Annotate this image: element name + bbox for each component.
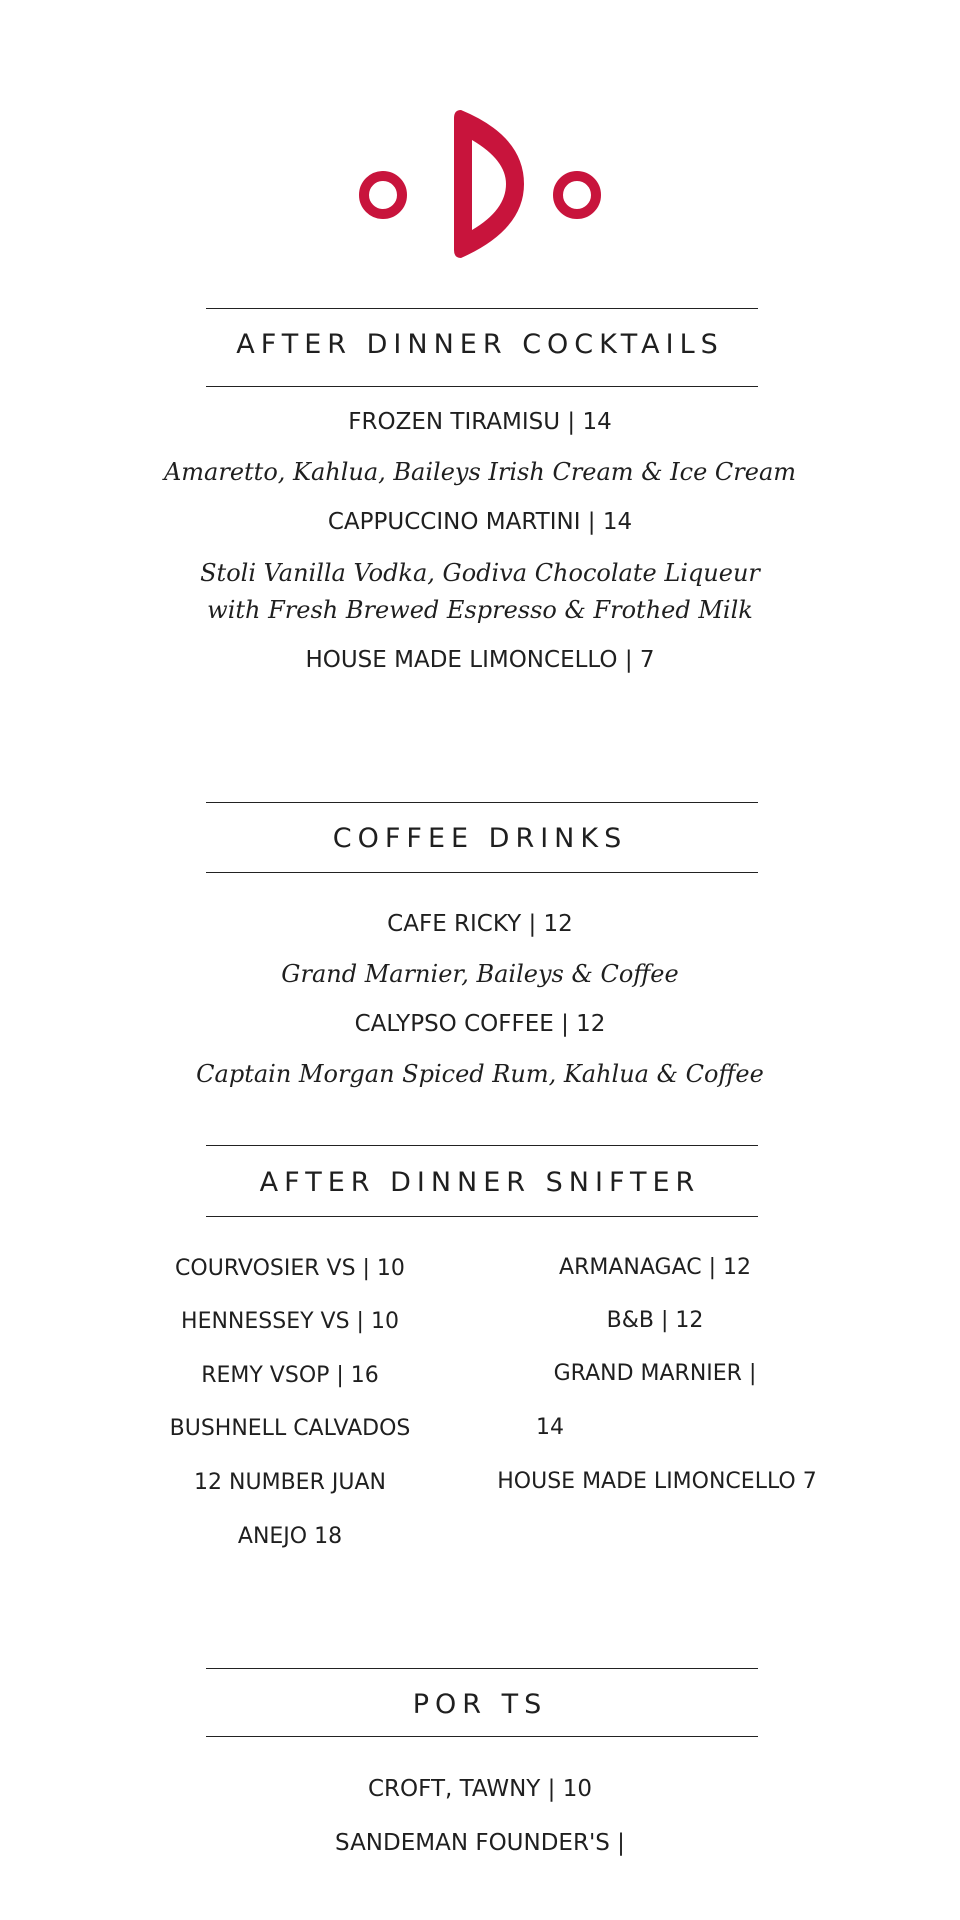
snifter-heading: AFTER DINNER SNIFTER — [259, 1167, 701, 1198]
cocktail-item-name: FROZEN TIRAMISU | 14 — [348, 409, 612, 435]
ports-bottom-rule — [206, 1736, 758, 1737]
coffee-item-name: CALYPSO COFFEE | 12 — [354, 1011, 606, 1037]
logo-right-circle — [558, 176, 596, 214]
snifter-top-rule — [206, 1145, 758, 1146]
coffee-bottom-rule — [206, 872, 758, 873]
ports-heading: POR TS — [412, 1689, 548, 1720]
coffee-item-desc: Captain Morgan Spiced Rum, Kahlua & Coffee — [196, 1060, 764, 1088]
snifter-left-item: 12 NUMBER JUAN — [194, 1470, 386, 1495]
snifter-left-item: BUSHNELL CALVADOS — [169, 1416, 411, 1441]
snifter-right-item: HOUSE MADE LIMONCELLO 7 — [497, 1469, 817, 1494]
ports-top-rule — [206, 1668, 758, 1669]
snifter-right-item: B&B | 12 — [606, 1308, 704, 1333]
snifter-right-item: ARMANAGAC | 12 — [559, 1255, 751, 1280]
snifter-left-item: REMY VSOP | 16 — [201, 1363, 379, 1388]
snifter-left-item: COURVOSIER VS | 10 — [175, 1256, 405, 1281]
port-item-name: CROFT, TAWNY | 10 — [367, 1776, 592, 1802]
cocktail-item-desc: Amaretto, Kahlua, Baileys Irish Cream & Ice Cream — [163, 458, 797, 486]
cocktails-heading: AFTER DINNER COCKTAILS — [236, 329, 724, 360]
odo-logo — [350, 100, 610, 270]
coffee-top-rule — [206, 802, 758, 803]
cocktail-item-name: HOUSE MADE LIMONCELLO | 7 — [305, 647, 655, 673]
snifter-left-item: HENNESSEY VS | 10 — [181, 1309, 399, 1334]
cocktails-top-rule — [206, 308, 758, 309]
logo-left-circle — [364, 176, 402, 214]
logo-d-letter — [454, 110, 524, 258]
snifter-bottom-rule — [206, 1216, 758, 1217]
cocktail-item-desc-line2: with Fresh Brewed Espresso & Frothed Milk — [207, 596, 753, 624]
snifter-right-item: 14 — [536, 1415, 564, 1440]
snifter-right-item: GRAND MARNIER | — [553, 1361, 757, 1386]
cocktail-item-desc-line1: Stoli Vanilla Vodka, Godiva Chocolate Liqueur — [200, 559, 760, 587]
coffee-heading: COFFEE DRINKS — [332, 823, 628, 854]
coffee-item-desc: Grand Marnier, Baileys & Coffee — [281, 960, 679, 988]
cocktails-bottom-rule — [206, 386, 758, 387]
snifter-left-item: ANEJO 18 — [237, 1524, 343, 1549]
cocktail-item-name: CAPPUCCINO MARTINI | 14 — [327, 509, 633, 535]
port-item-name: SANDEMAN FOUNDER'S | — [335, 1830, 625, 1856]
coffee-item-name: CAFE RICKY | 12 — [387, 911, 573, 937]
